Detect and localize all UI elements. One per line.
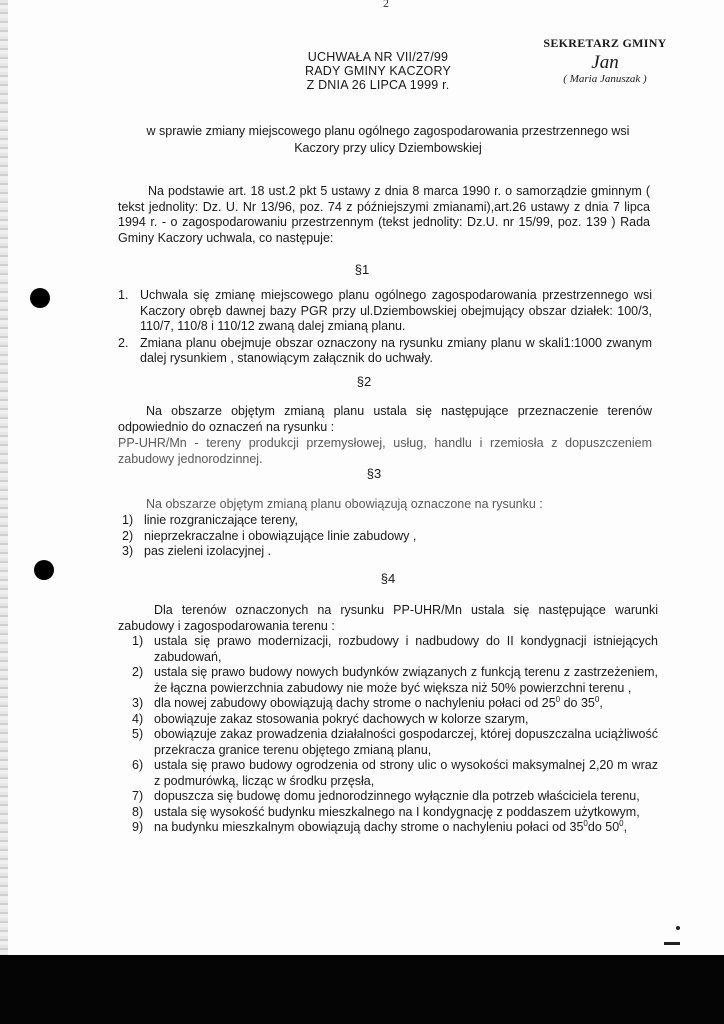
section-1-list: [118, 288, 652, 367]
secretary-stamp: [540, 36, 670, 85]
section-4-list: [132, 634, 658, 836]
section-2-heading: §2: [356, 374, 372, 389]
list-item: 8) ustala się wysokość budynku mieszkalnego na I kondygnację z poddaszem użytkowym,: [132, 804, 640, 819]
page-number: 2: [383, 0, 389, 10]
stamp-name: ( Maria Januszak ): [563, 73, 647, 85]
list-item: 3) dla nowej zabudowy obowiązują dachy strome o nachyleniu połaci od $25^0$ do $35^0$,: [132, 694, 603, 710]
legal-basis-paragraph: Na podstawie art. 18 ust.2 pkt 5 ustawy z dnia 8 marca 1990 r. o samorządzie gminnym ( tekst jednolity: Dz. U. Nr 13/96, poz. 74 z późniejszymi zmianami),art.26 ustawy z dnia 7 lipca 1994 r. - o zagospodarowaniu przestrzennym (tekst jednolity: Dz.U. nr 15/99, poz. 139 ) Rada Gminy Kaczory uchwala, co następuje:: [118, 184, 650, 245]
resolution-number: UCHWAŁA NR VII/27/99: [307, 50, 449, 64]
list-item: 4) obowiązuje zakaz stosowania pokryć dachowych w kolorze szarym,: [132, 711, 529, 726]
section-2-intro: Na obszarze objętym zmianą planu ustala się następujące przeznaczenie terenów odpowiednio do oznaczeń na rysunku :: [118, 404, 652, 434]
section-4-intro: Dla terenów oznaczonych na rysunku PP-UHR/Mn ustala się następujące warunki zabudowy i zagospodarowania terenu :: [118, 603, 658, 633]
section-3-intro: Na obszarze objętym zmianą planu obowiązują oznaczone na rysunku :: [146, 497, 543, 511]
section-3-list: [122, 513, 542, 560]
list-item: 2) nieprzekraczalne i obowiązujące linie zabudowy ,: [122, 528, 417, 543]
list-item: 6) ustala się prawo budowy ogrodzenia od strony ulic o wysokości maksymalnej 2,20 m wraz z podmurówką, licząc w środku przęsła,: [132, 758, 658, 788]
scan-edge: [0, 0, 8, 955]
list-item: 1) ustala się prawo modernizacji, rozbudowy i nadbudowy do II kondygnacji istniejących zabudowań,: [132, 634, 658, 664]
section-4-heading: §4: [380, 571, 396, 586]
punch-hole: [34, 560, 54, 580]
stamp-title: SEKRETARZ GMINY: [543, 36, 667, 50]
section-3-heading: §3: [366, 466, 382, 481]
resolution-date: Z DNIA 26 LIPCA 1999 r.: [306, 78, 450, 92]
scan-speck: [676, 926, 680, 930]
resolution-subject: w sprawie zmiany miejscowego planu ogólnego zagospodarowania przestrzennego wsi Kaczory przy ulicy Dziembowskiej: [146, 124, 630, 155]
list-item: 1. Uchwala się zmianę miejscowego planu ogólnego zagospodarowania przestrzennego wsi Kaczory obręb dawnej bazy PGR przy ul.Dziembowskiej obejmujący obszar działek: 100/3, 110/7, 110/8 i 110/12 zwaną dalej zmianą planu.: [118, 288, 652, 333]
handwritten-signature: Jan: [591, 52, 619, 73]
list-item: 5) obowiązuje zakaz prowadzenia działalności gospodarczej, której dopuszczalna uciążliwość przekracza granice terenu objętego zmianą planu,: [132, 727, 658, 757]
list-item: 2. Zmiana planu obejmuje obszar oznaczony na rysunku zmiany planu w skali1:1000 zwanym dalej rysunkiem , stanowiącym załącznik do uchwały.: [118, 335, 652, 365]
section-1-heading: §1: [354, 262, 370, 277]
resolution-header: [283, 50, 473, 92]
punch-hole: [30, 288, 50, 308]
section-2-designation: PP-UHR/Mn - tereny produkcji przemysłowej, usług, handlu i rzemiosła z dopuszczeniem zabudowy jednorodzinnej.: [118, 436, 652, 466]
list-item: 1) linie rozgraniczające tereny,: [122, 513, 299, 527]
list-item: 9) na budynku mieszkalnym obowiązują dachy strome o nachyleniu połaci od $35^0do$ $50^0$,: [132, 818, 628, 834]
council-name: RADY GMINY KACZORY: [305, 64, 451, 78]
list-item: 7) dopuszcza się budowę domu jednorodzinnego wyłącznie dla potrzeb właściciela terenu,: [132, 789, 640, 803]
scan-speck: [664, 942, 680, 945]
scan-bottom-border: [0, 955, 724, 1024]
list-item: 3) pas zieleni izolacyjnej .: [122, 544, 272, 558]
list-item: 2) ustala się prawo budowy nowych budynków związanych z funkcją terenu z zastrzeżeniem, że łączna powierzchnia zabudowy nie może być większa niż 50% powierzchni terenu ,: [132, 665, 658, 695]
